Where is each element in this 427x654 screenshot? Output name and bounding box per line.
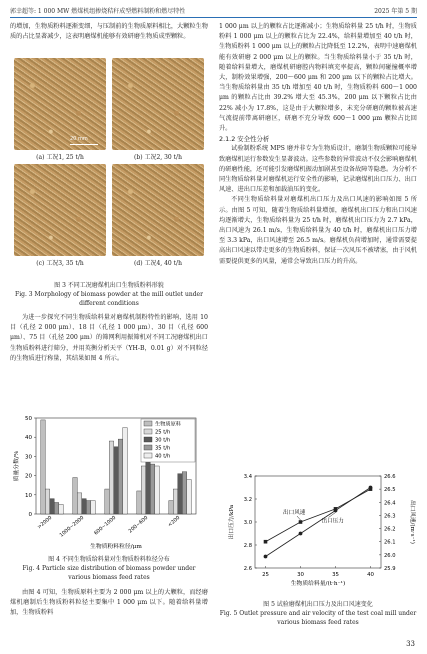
legend-swatch [144,453,152,458]
data-point [299,532,303,536]
caption-cn: 图 4 不同生物质给料量对生物质粉料粒径分布 [48,556,170,563]
paragraph: 的增加，生物质粉料逐渐变细，与压制前的生物质原料相比，大颗粒生物质的占比显著减少，这表明磨煤机能够有效研磨生物质成型颗粒。 [10,23,208,41]
subcaption-d: (d) 工况4, 40 t/h [134,260,182,267]
series-line [266,489,371,542]
bar [109,441,113,514]
series-line [266,488,371,557]
caption-en: Fig. 4 Particle size distribution of biomass powder under [22,565,196,572]
bar [50,499,54,514]
figure-4-chart [10,412,208,562]
subcaption-c: (c) 工况3, 35 t/h [36,260,84,267]
scale-bar-label: 20 mm [70,136,88,142]
subcaption-a: (a) 工况1, 25 t/h [36,154,84,161]
caption-cn: 图 3 不同工况磨煤机出口生物质粉料形貌 [54,282,164,289]
bar [155,466,159,514]
photo-condition-3 [14,164,106,256]
data-point [264,540,268,544]
legend-label: 35 t/h [155,445,171,452]
y-tick-label: 30 [25,454,32,461]
left-column [10,22,208,42]
bar [82,499,86,514]
right-y-axis-label: 出口风速/(m·s⁻¹) [409,500,415,544]
photo-condition-1 [14,58,106,150]
bar [169,501,173,514]
data-point [299,520,303,524]
header-title: 郭幸超等: 1 000 MW 燃煤机组掺烧秸秆成型燃料制粉和燃尽特性 [10,7,186,15]
bar [150,464,154,514]
right-y-tick-label: 26.0 [384,552,396,559]
caption-en: various biomass feed rates [68,574,150,581]
page-number: 33 [406,640,415,648]
data-point [369,486,373,490]
left-y-tick-label: 3.2 [243,497,252,503]
bar-chart [10,412,208,562]
paragraph: 试验制粉系统 MPS 磨并非专为生物质设计，磨制生物质颗粒可能导致磨煤机运行参数发生显著波动。这些参数的异常波动不仅会影响磨煤机的研磨性能，还可能引发磨煤机振动加剧甚至设备故障等隐患。为分析不同生物质给料量对磨煤机运行安全性的影响，记录磨煤机出口压力、出口风速、进出口压差和加载油压的变化。 [219,145,417,194]
y-tick-label: 20 [25,473,32,480]
bar [73,478,77,514]
right-y-tick-label: 26.2 [384,526,396,533]
photo-condition-4 [112,164,204,256]
paragraph: 为进一步探究不同生物质给料量对磨煤机制粉特性的影响，选用 10 目（孔径 2 000 μm）、18 目（孔径 1 000 μm）、30 目（孔径 600 μm）、75 目（孔径 200 μm）的筛网利用振筛机对不同工况磨煤机出口生物质粉料进行筛分，并用英衡分析天平（YH-B，0.01 g）对不同粒径的生物质进行称量，其结果如图 4 所示。 [10,314,208,362]
left-y-axis-label: 出口压力/kPa [229,504,235,540]
data-point [264,555,268,559]
caption-en: Fig. 3 Morphology of biomass powder at the mill outlet under [15,291,203,298]
label-arrow [297,516,301,520]
right-y-tick-label: 26.4 [384,500,396,507]
y-axis-label: 质量分数/% [14,450,20,482]
x-tick-label: 40 [367,572,374,578]
bar [77,493,81,514]
bar [118,439,122,514]
scale-bar [70,144,98,145]
figure-5-chart [219,470,417,600]
y-tick-label: 10 [25,492,32,499]
bar [137,491,141,514]
bar [114,447,118,514]
right-y-tick-label: 26.5 [384,487,396,494]
photo-condition-2 [112,58,204,150]
left-y-tick-label: 3.4 [243,474,252,480]
y-tick-label: 50 [25,416,32,422]
bar [86,501,90,514]
x-tick-label: >2000 [36,514,54,531]
bar [146,460,150,514]
y-tick-label: 40 [25,435,32,442]
figure-3-caption [10,281,208,308]
header-issue: 2025 年第 5 期 [374,7,417,15]
legend-label: 40 t/h [155,453,171,460]
page-header [10,4,417,16]
bar [105,489,109,514]
paragraph: 不同生物质给料量对磨煤机出口压力及出口风速的影响如图 5 所示。由图 5 可知，随着生物质给料量增加，磨煤机出口压力和出口风速均逐渐增大，生物质给料量为 25 t/h 时，磨煤机出口压力为 2.7 kPa，出口风速为 26.1 m/s，生物质给料量为 40 t/h 时，磨煤机出口压力增至 3.3 kPa，出口风速增至 26.5 m/s。磨煤机负荷增加时，通常需要提高出口风速以带走更多的生物质粉料，保证一次风压不被堵塞，由于风机需要提供更多的风量，通常会导致出口压力的升高。 [219,196,417,265]
x-axis-label: 生物质给料量/(t·h⁻¹) [290,581,346,587]
bar [187,479,191,514]
bar [59,504,63,514]
left-column-mid [10,313,208,364]
line-chart [219,470,417,600]
left-y-tick-label: 2.8 [243,543,252,549]
bar [91,501,95,514]
bar [178,474,182,514]
figure-3 [10,58,208,290]
right-column [219,22,417,267]
series-label: 出口压力 [321,518,344,525]
caption-cn: 图 5 试验磨煤机出口压力及出口风速变化 [263,601,373,608]
bar [141,466,145,514]
x-tick-label: 1000~2000 [58,514,86,539]
bar [123,428,127,514]
right-y-tick-label: 26.1 [384,539,396,546]
figure-4-caption [10,555,208,582]
legend-swatch [144,437,152,442]
x-tick-label: 25 [262,572,269,578]
bar [182,472,186,514]
legend-label: 30 t/h [155,437,171,444]
legend-swatch [144,445,152,450]
caption-en: Fig. 5 Outlet pressure and air velocity of the test coal mill under [219,610,417,617]
legend-label: 生物质原料 [155,421,181,428]
paragraph: 由图 4 可知，生物质原料主要为 2 000 μm 以上的大颗粒，而经磨煤机磨制后生物质粉料粒径主要集中 1 000 μm 以下。随着给料量增加，生物质粉料 [10,589,208,617]
legend-swatch [144,421,152,426]
right-y-tick-label: 26.6 [384,474,396,480]
legend-swatch [144,429,152,434]
bar [54,502,58,514]
x-tick-label: 35 [332,572,339,578]
right-y-tick-label: 25.9 [384,566,396,572]
header-divider [10,17,417,18]
bar [45,489,49,514]
section-heading: 2.1.2 安全性分析 [219,135,270,144]
left-column-bottom [10,588,208,619]
legend-label: 25 t/h [155,429,171,436]
subcaption-b: (b) 工况2, 30 t/h [134,154,182,161]
y-tick-label: 0 [28,512,32,518]
paragraph: 1 000 μm 以上的颗粒占比逐渐减小；生物质给料量 25 t/h 时，生物质粉料 1 000 μm 以上的颗粒占比为 22.4%，给料量增加至 40 t/h 时，生物质粉料 1 000 μm 以上的颗粒占比降低至 12.2%，表明中速磨煤机能有效研磨 2 000 μm 以上的颗粒。当生物质给料量小于 35 t/h 时，随着给料量增大，磨煤机研磨腔内物料填充率提高，颗粒间碰撞概率增大，制粉效果增强，200～600 μm 和 200 μm 以下的颗粒占比增大。当生物质给料量由 35 t/h 增加至 40 t/h 时，生物质粉料 600～1 000 μm 的颗粒占比由 39.2% 增大至 45.3%，200 μm 以下颗粒占比由 22% 减小为 17.8%，这是由于大颗粒增多，未充分研磨的颗粒被高速气流提前带离研磨区，研磨不充分导致 600～1 000 μm 颗粒占比回升。 [219,23,417,133]
bar [41,420,45,514]
series-label: 出口风速 [283,510,306,516]
data-point [334,509,338,513]
x-axis-label: 生物质粉料粒径/μm [90,544,142,550]
x-tick-label: 30 [297,572,304,578]
bar [173,489,177,514]
x-tick-label: 600~1000 [93,514,118,537]
left-y-tick-label: 3.0 [243,520,252,526]
left-y-tick-label: 2.6 [243,566,252,572]
x-tick-label: 200~600 [127,514,150,535]
figure-5-caption [219,600,417,627]
caption-en: different conditions [79,300,139,307]
caption-en: various biomass feed rates [277,619,359,626]
right-y-tick-label: 26.3 [384,513,396,520]
x-tick-label: <200 [166,514,182,529]
